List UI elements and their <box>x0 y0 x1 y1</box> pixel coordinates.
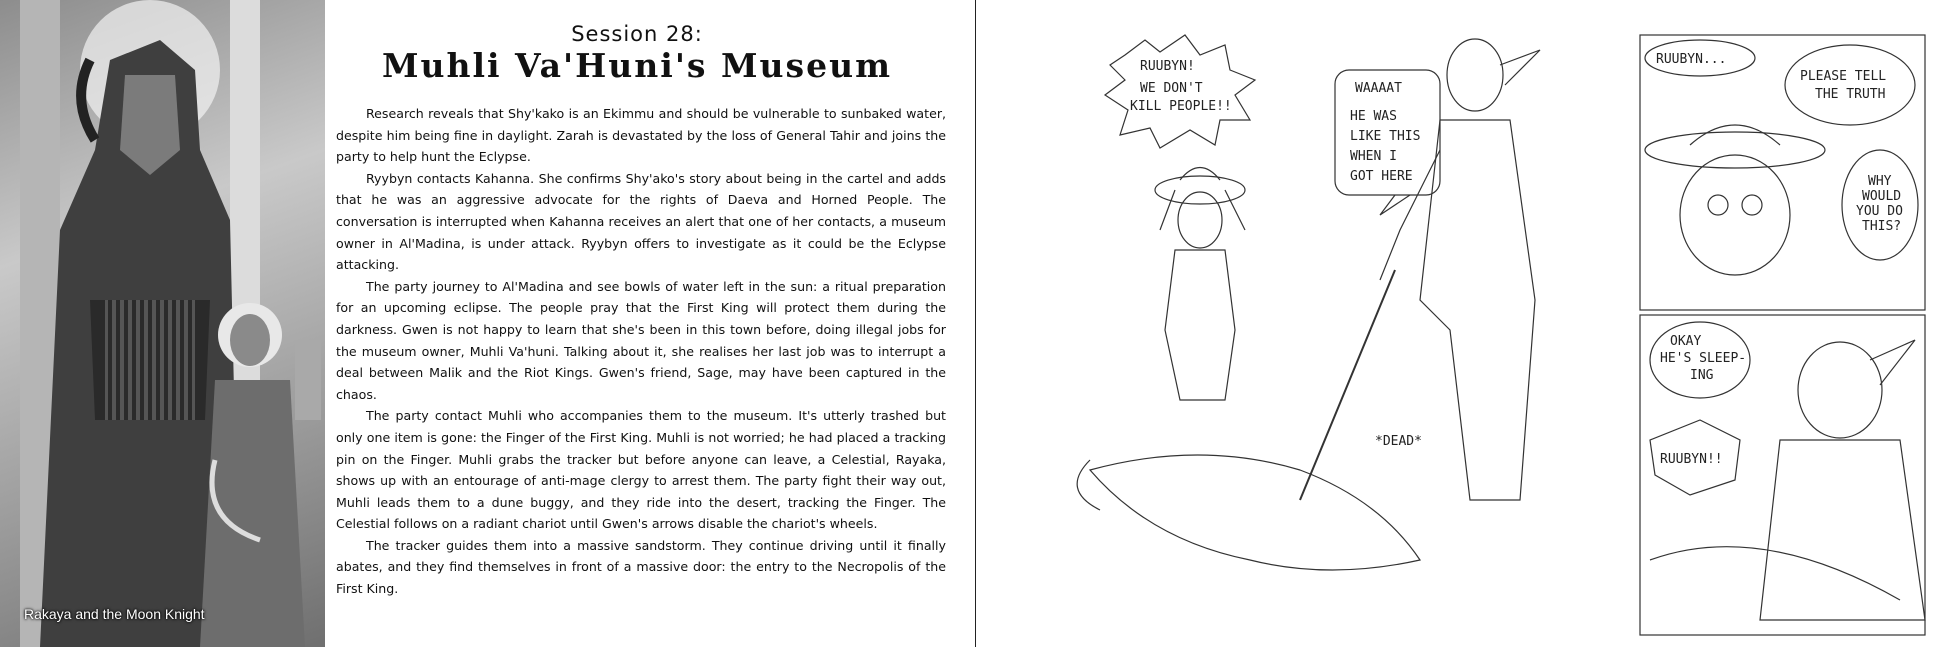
fallen-arm <box>1077 460 1100 510</box>
girl-arms <box>1160 190 1245 230</box>
sketch-page <box>1000 0 1943 647</box>
bubble1-text: RUUBYN! <box>1140 59 1195 74</box>
illustration-panel <box>0 0 325 647</box>
panel2-text-a: HE'S SLEEP- <box>1660 351 1747 366</box>
page-gutter <box>975 0 976 647</box>
panel1-text-c: THIS? <box>1862 219 1902 234</box>
panel1-text-b: THE TRUTH <box>1815 87 1886 102</box>
session-label: Session 28: <box>571 22 703 46</box>
dead-label: *DEAD* <box>1375 434 1422 449</box>
fallen-body <box>1090 455 1420 570</box>
panel2-text-a: ING <box>1690 368 1714 383</box>
sketch-artwork <box>1000 0 1943 647</box>
hat-crown <box>1180 168 1220 181</box>
paragraph: The tracker guides them into a massive sandstorm. They continue driving until it finally abates, and they find themselves in front of a massive door: the entry to the Necropolis of the First King. <box>336 537 946 597</box>
page-title: Muhli Va'Huni's Museum <box>381 46 892 85</box>
panel1-text-b: PLEASE TELL <box>1800 69 1887 84</box>
tall-figure-body <box>1420 120 1535 500</box>
girl-head <box>1178 192 1222 248</box>
panel1-text-a: RUUBYN... <box>1656 52 1727 67</box>
illustration-caption: Rakaya and the Moon Knight <box>24 606 205 622</box>
panel2-arm <box>1650 547 1900 600</box>
rakaya-head <box>230 314 270 366</box>
paragraph: The party journey to Al'Madina and see bowls of water left in the sun: a ritual preparation for an upcoming eclipse. The people pray that the First King will protect them during the darkness. Gwen is not happy to learn that she's been in this town before, doing illegal jobs for the museum owner, Muhli Va'huni. Talking about it, she realises her last job was to interrupt a deal between Malik and the Riot Kings. Gwen's friend, Sage, may have been captured in the chaos. <box>336 278 946 402</box>
girl-body <box>1165 250 1235 400</box>
bubble2-text: GOT HERE <box>1350 169 1413 184</box>
panel1-hat-brim <box>1645 132 1825 168</box>
panel1-text-c: WOULD <box>1862 189 1902 204</box>
panel2-ear <box>1870 340 1915 385</box>
panel2-text-b: RUUBYN!! <box>1660 452 1723 467</box>
panel2-text-a: OKAY <box>1670 334 1702 349</box>
tall-figure-head <box>1447 39 1503 111</box>
bubble2-text: WHEN I <box>1350 149 1397 164</box>
bubble-tail <box>1380 195 1410 215</box>
bubble-panel1-b <box>1785 45 1915 125</box>
panel1-text-c: WHY <box>1868 174 1892 189</box>
illustration-artwork <box>0 0 325 647</box>
bubble1-text: KILL PEOPLE!! <box>1130 99 1232 114</box>
bubble2-text: LIKE THIS <box>1350 129 1421 144</box>
spear <box>1300 270 1395 500</box>
panel1-hat-crown <box>1690 125 1780 145</box>
glasses-left <box>1708 195 1728 215</box>
hat-brim <box>1155 176 1245 204</box>
glasses-right <box>1742 195 1762 215</box>
background-figure <box>295 340 321 420</box>
bubble2-text: HE WAS <box>1350 109 1397 124</box>
bubble1-text: WE DON'T <box>1140 81 1203 96</box>
paragraph: Ryybyn contacts Kahanna. She confirms Shy'ako's story about being in the cartel and adds that he was an aggressive advocate for the rights of Daeva and Horned People. The conversation is interrupted when Kahanna receives an alert that one of her contacts, a museum owner in Al'Madina, is under attack. Ryybyn offers to investigate as it could be the Eclypse attacking. <box>336 170 946 273</box>
pointed-ear <box>1500 50 1540 85</box>
body-text <box>336 103 946 600</box>
paragraph: Research reveals that Shy'kako is an Ekimmu and should be vulnerable to sunbaked water, despite him being fine in daylight. Zarah is devastated by the loss of General Tahir and joins the party to help hunt the Eclypse. <box>336 106 946 165</box>
bubble2-title: WAAAAT <box>1355 81 1402 96</box>
panel1-face <box>1680 155 1790 275</box>
rakaya-body <box>200 380 305 647</box>
knight-skirt <box>105 300 195 420</box>
paragraph: The party contact Muhli who accompanies them to the museum. It's utterly trashed but only one item is gone: the Finger of the First King. Muhli is not worried; he had placed a tracking pin on the Finger. Muhli grabs the tracker but before anyone can leave, a Celestial, Rayaka, shows up with an entourage of anti-mage clergy to arrest them. The party fight their way out, Muhli leads them to a dune buggy, and they ride into the desert, tracking the Finger. The Celestial follows on a radiant chariot until Gwen's arrows disable the chariot's wheels. <box>336 408 946 532</box>
text-page <box>332 0 946 647</box>
panel2-body <box>1760 440 1925 620</box>
panel2-face <box>1798 342 1882 438</box>
panel1-text-c: YOU DO <box>1856 204 1903 219</box>
